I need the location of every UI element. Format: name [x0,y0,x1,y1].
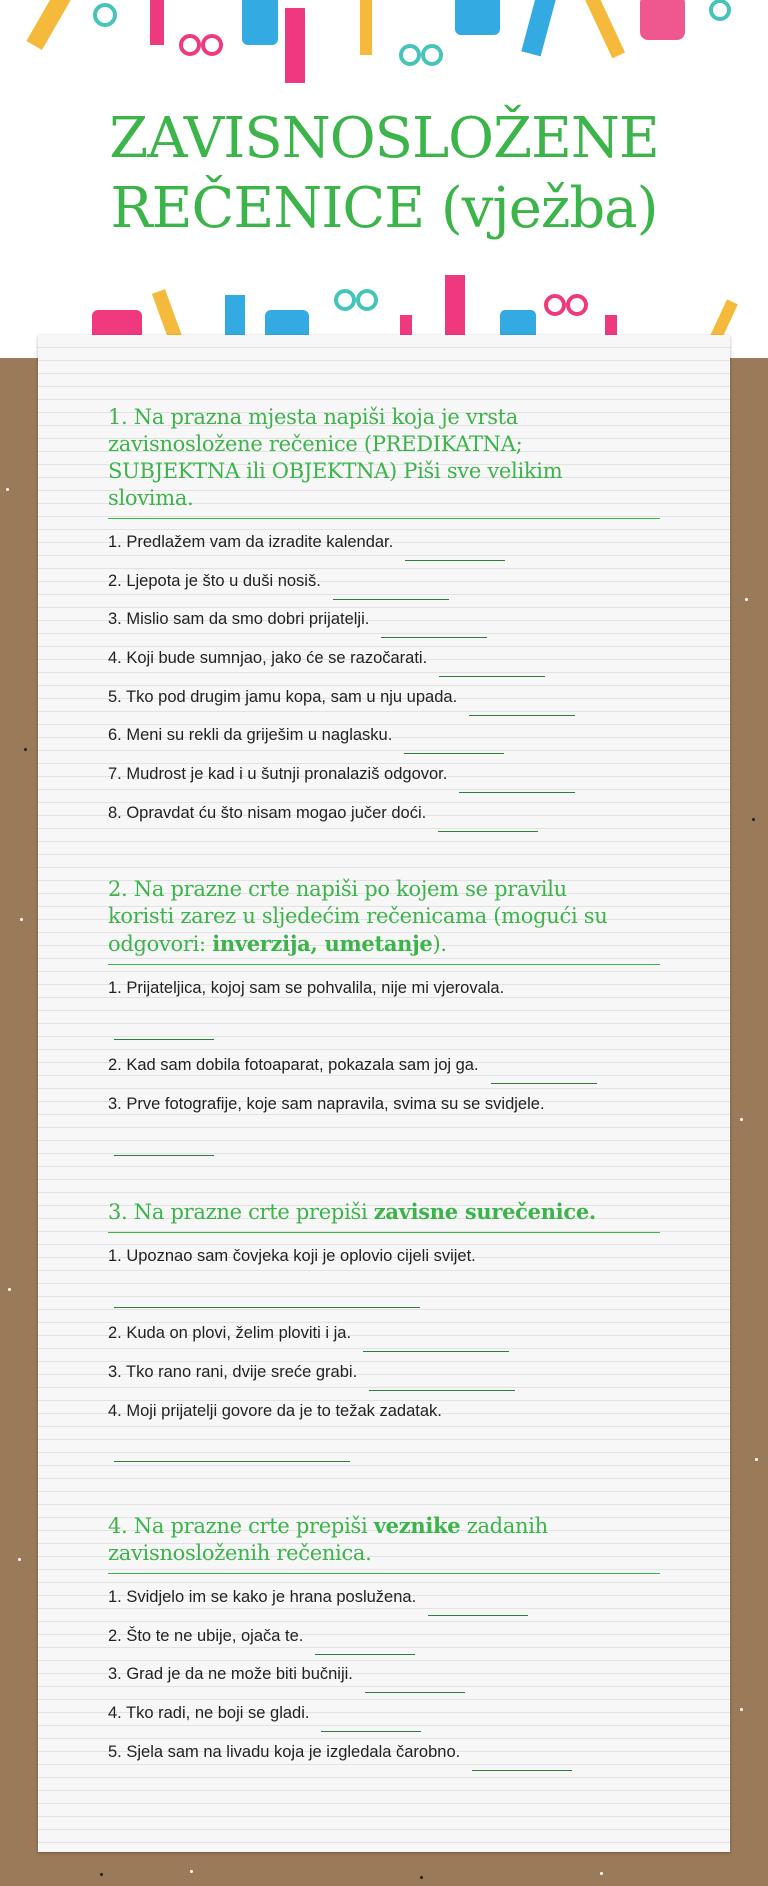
question-text: 5. Sjela sam na livadu koja je izgledala čarobno. [108,1742,461,1761]
question-item [108,527,660,566]
question-text: 8. Opravdat ću što nisam mogao jučer doći. [108,803,427,822]
dot [420,1876,423,1879]
question-text: 2. Što te ne ubije, ojača te. [108,1626,304,1645]
question-item [108,759,660,798]
title-line-2: REČENICE (vježba) [110,176,658,241]
answer-blank[interactable] [381,614,487,638]
dot [745,598,748,601]
section-2-heading [108,876,660,965]
section-4 [70,1512,660,1775]
answer-blank[interactable] [365,1669,465,1693]
answer-blank[interactable] [321,1708,421,1732]
section-3-heading [108,1198,660,1233]
section-2 [70,876,660,1166]
dot [100,1873,103,1876]
dot [752,818,755,821]
answer-blank[interactable] [472,1747,572,1771]
question-text: 2. Kad sam dobila fotoaparat, pokazala sam joj ga. [108,1056,479,1075]
question-item [108,1318,660,1357]
dot [20,918,23,921]
question-text: 3. Grad je da ne može biti bučniji. [108,1665,353,1684]
question-item [108,1357,660,1396]
heading-text: 3. Na prazne crte prepiši [108,1200,374,1224]
heading-text: 4. Na prazne crte prepiši [108,1514,374,1538]
question-text: 1. Prijateljica, kojoj sam se pohvalila, nije mi vjerovala. [108,979,505,997]
answer-blank[interactable] [491,1060,597,1084]
question-item [108,604,660,643]
dot [755,1458,758,1461]
answer-row [108,1128,660,1167]
question-text: 3. Prve fotografije, koje sam napravila, svima su se svidjele. [108,1095,545,1114]
question-item [108,720,660,759]
heading-text: 2. Na prazne crte napiši po kojem se pravilu koristi zarez u sljedećim rečenicama (mogući su odgovori: [108,877,608,956]
question-item [108,682,660,721]
heading-text: ). [432,932,447,956]
answer-blank[interactable] [114,1132,214,1156]
section-1 [70,404,660,837]
dot [740,1708,743,1711]
heading-bold: inverzija, umetanje [212,931,433,956]
answer-blank[interactable] [315,1631,415,1655]
question-item [108,1050,660,1089]
question-text: 3. Mislio sam da smo dobri prijatelji. [108,610,370,629]
question-item [108,1582,660,1621]
question-text: 4. Moji prijatelji govore da je to težak zadatak. [108,1401,442,1420]
question-text: 2. Ljepota je što u duši nosiš. [108,571,321,590]
question-item [108,1396,660,1435]
answer-blank[interactable] [363,1328,509,1352]
answer-blank[interactable] [404,730,504,754]
question-item [108,1698,660,1737]
question-text: 4. Koji bude sumnjao, jako će se razočarati. [108,649,428,668]
dot [18,1558,21,1561]
answer-row [108,1012,660,1051]
question-item [108,1737,660,1776]
section-4-heading [108,1512,660,1574]
answer-blank[interactable] [428,1592,528,1616]
answer-blank[interactable] [439,653,545,677]
dot [190,1870,193,1873]
title-line-1: ZAVISNOSLOŽENE [109,106,659,171]
dot [740,1118,743,1121]
question-item [108,1241,660,1280]
dot [8,1288,11,1291]
dot [6,488,9,491]
question-text: 1. Svidjelo im se kako je hrana poslužena. [108,1588,417,1606]
answer-blank[interactable] [114,1016,214,1040]
answer-row [108,1280,660,1319]
section-3 [70,1198,660,1473]
answer-blank[interactable] [333,576,449,600]
question-item [108,1621,660,1660]
heading-bold: zavisne surečenice. [373,1199,596,1224]
header-banner [0,0,768,358]
dot [24,748,27,751]
question-text: 2. Kuda on plovi, želim ploviti i ja. [108,1324,352,1343]
page-title [0,104,768,244]
dot [600,1872,603,1875]
heading-bold: veznike [373,1513,461,1538]
answer-blank[interactable] [114,1284,420,1308]
heading-text: zadanih zavisnosloženih rečenica. [108,1514,548,1565]
question-text: 7. Mudrost je kad i u šutnji pronalaziš odgovor. [108,765,448,784]
question-item [108,566,660,605]
question-text: 1. Upoznao sam čovjeka koji je oplovio cijeli svijet. [108,1247,476,1265]
question-item [108,1659,660,1698]
answer-blank[interactable] [369,1367,515,1391]
question-text: 3. Tko rano rani, dvije sreće grabi. [108,1363,358,1382]
question-text: 5. Tko pod drugim jamu kopa, sam u nju upada. [108,687,458,706]
section-1-heading: 1. Na prazna mjesta napiši koja je vrsta zavisnosložene rečenice (PREDIKATNA; SUBJEKTNA ili OBJEKTNA) Piši sve velikim slovima. [108,404,660,519]
question-item [108,1089,660,1128]
answer-blank[interactable] [459,769,575,793]
answer-blank[interactable] [114,1438,350,1462]
question-item [108,973,660,1012]
question-item [108,643,660,682]
question-text: 1. Predlažem vam da izradite kalendar. [108,533,394,551]
question-text: 6. Meni su rekli da griješim u naglasku. [108,726,393,745]
answer-blank[interactable] [438,808,538,832]
answer-row [108,1434,660,1473]
answer-blank[interactable] [405,537,505,561]
answer-blank[interactable] [469,692,575,716]
question-text: 4. Tko radi, ne boji se gladi. [108,1704,310,1723]
question-item [108,798,660,837]
